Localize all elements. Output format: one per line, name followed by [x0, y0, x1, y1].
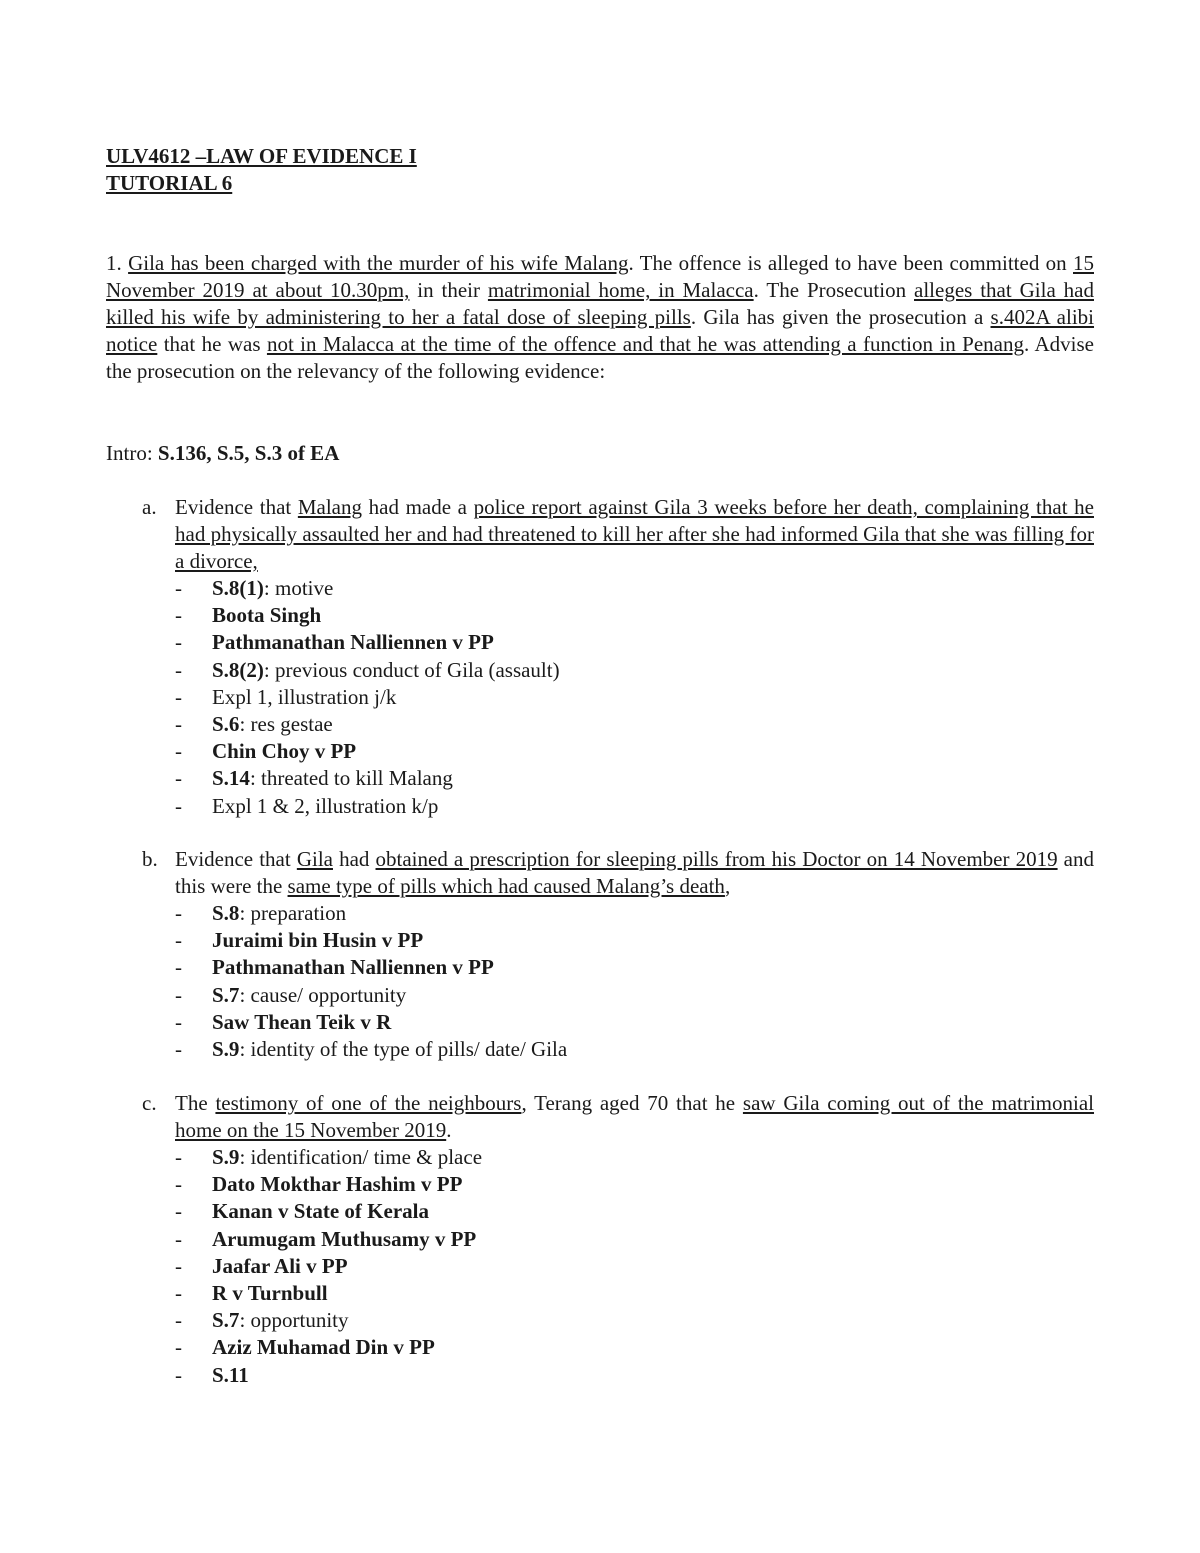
dash: - — [175, 1335, 182, 1360]
part-c-t2: , Terang aged 70 that he — [521, 1091, 743, 1115]
list-item — [175, 765, 1094, 792]
list-item — [175, 1253, 1094, 1280]
bullet-text: : cause/ opportunity — [239, 982, 407, 1007]
dash: - — [175, 1226, 182, 1251]
list-item — [175, 738, 1094, 765]
bullet-text: : opportunity — [239, 1308, 349, 1333]
bullet-bold: S.8 — [212, 901, 240, 925]
part-b-text — [175, 846, 1094, 900]
part-a-bullets — [142, 575, 1094, 820]
bullet-bold: R v Turnbull — [212, 1281, 328, 1306]
list-item — [175, 1036, 1094, 1063]
list-item — [175, 602, 1094, 629]
part-a-text — [175, 494, 1094, 575]
list-item — [175, 657, 1094, 684]
dash: - — [175, 576, 182, 600]
bullet-text: : identification/ time & place — [239, 1145, 483, 1169]
bullet-bold: Juraimi bin Husin v PP — [212, 928, 424, 953]
dash: - — [175, 1145, 182, 1169]
part-b-u3: same type of pills which had caused Malang’s death — [287, 874, 725, 898]
dash: - — [175, 1037, 182, 1062]
q1-text-2: in their — [409, 278, 488, 302]
tutorial-title: TUTORIAL 6 — [106, 171, 233, 195]
dash: - — [175, 1009, 182, 1034]
dash: - — [175, 684, 182, 709]
list-item — [175, 1226, 1094, 1253]
list-item — [175, 1280, 1094, 1307]
part-b-t2: had — [332, 847, 376, 871]
bullet-bold: S.11 — [212, 1362, 249, 1387]
part-a-marker: a. — [142, 495, 157, 519]
dash: - — [175, 793, 182, 818]
bullet-bold: Jaafar Ali v PP — [212, 1253, 348, 1278]
list-item — [175, 954, 1094, 981]
intro-label: Intro: — [106, 441, 158, 465]
part-b-t3: and this were the — [175, 847, 1094, 898]
part-c-u2: saw Gila coming out of the matrimonial home on the 15 November 2019 — [175, 1091, 1095, 1142]
bullet-bold: Boota Singh — [212, 603, 322, 628]
bullet-bold: S.6 — [212, 712, 240, 737]
list-item — [175, 629, 1094, 656]
list-item — [175, 982, 1094, 1009]
part-a-u2: police report against Gila 3 weeks before her death, complaining that he had physically assaulted her and had threatened to kill her after she had informed Gila that she was filling for a divorce, — [175, 495, 1094, 573]
dash: - — [175, 1172, 182, 1197]
q1-fact-6: not in Malacca at the time of the offence and that he was attending a function in Penang — [266, 332, 1024, 356]
part-b-bullets — [142, 900, 1094, 1063]
part-a-t1: Evidence that — [175, 495, 298, 519]
q1-text-4: . Gila has given the prosecution a — [690, 305, 991, 329]
part-b — [142, 846, 1094, 1063]
bullet-bold: Kanan v State of Kerala — [212, 1199, 429, 1224]
bullet-bold: S.7 — [212, 1308, 240, 1333]
part-c-t3: . — [446, 1118, 452, 1142]
dash: - — [175, 1308, 182, 1333]
intro-line — [106, 440, 339, 467]
q1-fact-2: 15 November 2019 at about 10.30pm, — [106, 251, 1094, 302]
dash: - — [175, 603, 182, 628]
list-item — [175, 1009, 1094, 1036]
bullet-bold: S.8(1) — [212, 576, 264, 600]
list-item — [175, 793, 1094, 820]
bullet-text: : motive — [263, 576, 334, 600]
q1-text-1: . The offence is alleged to have been committed on — [628, 251, 1073, 275]
list-item — [175, 575, 1094, 602]
dash: - — [175, 1362, 182, 1387]
dash: - — [175, 1253, 182, 1278]
bullet-bold: Dato Mokthar Hashim v PP — [212, 1172, 463, 1197]
bullet-bold: Saw Thean Teik v R — [212, 1009, 392, 1034]
part-b-t1: Evidence that — [175, 847, 297, 871]
bullet-bold: Pathmanathan Nalliennen v PP — [212, 955, 494, 980]
dash: - — [175, 630, 182, 655]
part-a-u1: Malang — [297, 495, 363, 519]
dash: - — [175, 712, 182, 737]
part-b-t4: , — [724, 874, 731, 898]
q1-text-3: . The Prosecution — [753, 278, 915, 302]
part-c — [142, 1090, 1094, 1389]
list-item — [175, 900, 1094, 927]
list-item — [175, 927, 1094, 954]
part-b-u2: obtained a prescription for sleeping pills from his Doctor on 14 November 2019 — [375, 847, 1058, 871]
dash: - — [175, 955, 182, 980]
part-a-t2: had made a — [362, 495, 474, 519]
q1-fact-3: matrimonial home, in Malacca — [487, 278, 754, 302]
bullet-text: : identity of the type of pills/ date/ Gila — [239, 1037, 568, 1062]
bullet-text: : res gestae — [239, 712, 333, 737]
bullet-text: : previous conduct of Gila (assault) — [263, 657, 560, 682]
list-item — [175, 711, 1094, 738]
q1-fact-1: Gila has been charged with the murder of his wife Malang — [128, 251, 629, 275]
list-item — [175, 1171, 1094, 1198]
dash: - — [175, 766, 182, 791]
course-title: ULV4612 –LAW OF EVIDENCE I — [106, 144, 417, 168]
bullet-bold: S.14 — [212, 766, 250, 791]
list-item — [175, 1307, 1094, 1334]
part-a — [142, 494, 1094, 820]
part-c-marker: c. — [142, 1091, 157, 1115]
dash: - — [175, 982, 182, 1007]
bullet-bold: S.7 — [212, 982, 240, 1007]
part-b-marker: b. — [142, 847, 158, 871]
bullet-bold: S.8(2) — [212, 657, 264, 682]
part-c-text — [175, 1090, 1094, 1144]
intro-sections: S.136, S.5, S.3 of EA — [157, 441, 340, 465]
bullet-bold: Aziz Muhamad Din v PP — [212, 1335, 435, 1360]
list-item — [175, 1334, 1094, 1361]
title-block — [106, 143, 417, 197]
bullet-bold: Chin Choy v PP — [212, 739, 357, 764]
bullet-bold: S.9 — [212, 1145, 240, 1169]
list-item — [175, 684, 1094, 711]
dash: - — [175, 739, 182, 764]
q1-fact-5: s.402A alibi notice — [106, 305, 1095, 356]
bullet-bold: Pathmanathan Nalliennen v PP — [212, 630, 494, 655]
dash: - — [175, 1199, 182, 1224]
dash: - — [175, 901, 182, 925]
bullet-bold: Arumugam Muthusamy v PP — [212, 1226, 477, 1251]
bullet-text: Expl 1 & 2, illustration k/p — [212, 793, 439, 818]
bullet-text: : threated to kill Malang — [249, 766, 453, 791]
list-item — [175, 1198, 1094, 1225]
question-1-paragraph — [106, 250, 1094, 385]
bullet-text: : preparation — [239, 901, 347, 925]
dash: - — [175, 657, 182, 682]
q1-fact-4: alleges that Gila had killed his wife by administering to her a fatal dose of sleeping pills — [106, 278, 1094, 329]
bullet-bold: S.9 — [212, 1037, 240, 1062]
bullet-text: Expl 1, illustration j/k — [212, 684, 397, 709]
part-c-bullets — [142, 1144, 1094, 1389]
part-c-t1: The — [175, 1091, 216, 1115]
dash: - — [175, 928, 182, 953]
part-b-u1: Gila — [296, 847, 333, 871]
q1-text-6: . Advise the prosecution on the relevancy of the following evidence: — [106, 332, 1094, 383]
q1-text-5: that he was — [157, 332, 267, 356]
part-c-u1: testimony of one of the neighbours — [215, 1091, 522, 1115]
list-item — [175, 1144, 1094, 1171]
list-item — [175, 1362, 1094, 1389]
question-number: 1. — [106, 251, 122, 275]
dash: - — [175, 1281, 182, 1306]
